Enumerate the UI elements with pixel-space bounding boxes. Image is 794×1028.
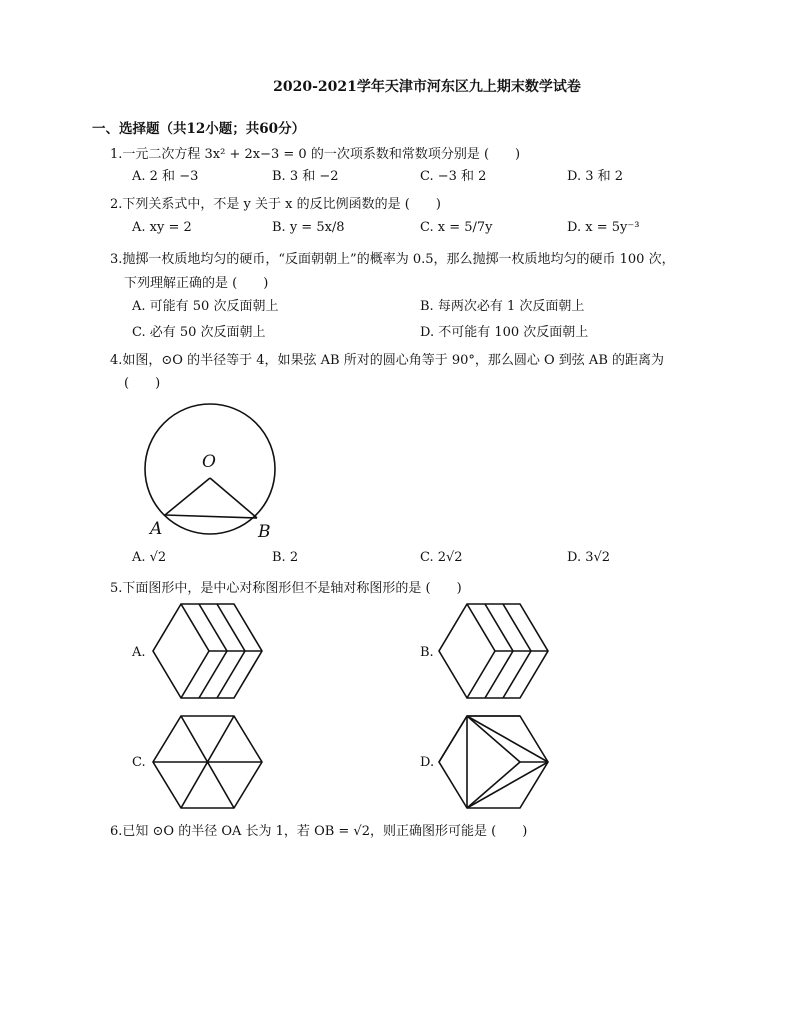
question-3: [110, 248, 675, 267]
question-3-text-line1: 抛掷一枚质地均匀的硬币，“反面朝朝上”的概率为 0.5，那么抛掷一枚质地均匀的硬币 100 次，: [122, 252, 675, 267]
q2-option-b[interactable]: B. y = 5x/8: [272, 220, 345, 235]
q3-option-b[interactable]: B. 每两次必有 1 次反面朝上: [420, 299, 585, 314]
question-4: [110, 349, 664, 368]
q3-option-a[interactable]: A. 可能有 50 次反面朝上: [132, 299, 279, 314]
question-4-text-line2: ( ): [124, 376, 161, 391]
question-5-number: 5.: [110, 581, 123, 596]
q1-option-c[interactable]: C. −3 和 2: [420, 169, 487, 184]
q5-option-c-label[interactable]: C.: [132, 755, 146, 770]
q1-option-b[interactable]: B. 3 和 −2: [272, 169, 339, 184]
question-1: [110, 143, 520, 162]
q1-option-a[interactable]: A. 2 和 −3: [132, 169, 199, 184]
q4-option-d[interactable]: D. 3√2: [567, 550, 611, 565]
question-5: [110, 577, 462, 596]
radius-oa: [165, 478, 210, 515]
q1-option-d[interactable]: D. 3 和 2: [567, 169, 624, 184]
question-4-text-line1: 如图，⊙O 的半径等于 4，如果弦 AB 所对的圆心角等于 90°，那么圆心 O 到弦 AB 的距离为: [122, 353, 665, 368]
q2-option-a[interactable]: A. xy = 2: [132, 220, 192, 235]
q5-option-d-label[interactable]: D.: [420, 755, 435, 770]
q4-option-a[interactable]: A. √2: [132, 550, 167, 565]
question-5-text: 下面图形中，是中心对称图形但不是轴对称图形的是 ( ): [122, 581, 462, 596]
q4-option-c[interactable]: C. 2√2: [420, 550, 463, 565]
radius-ob: [210, 478, 257, 518]
chord-ab: [165, 515, 257, 518]
page-title: 2020-2021学年天津市河东区九上期末数学试卷: [273, 79, 581, 95]
question-6: [110, 820, 527, 839]
question-2-text: 下列关系式中，不是 y 关于 x 的反比例函数的是 ( ): [122, 197, 441, 212]
q3-option-d[interactable]: D. 不可能有 100 次反面朝上: [420, 325, 589, 340]
section-heading: 一、选择题（共12小题；共60分）: [92, 121, 306, 137]
q2-option-d[interactable]: D. x = 5y⁻³: [567, 220, 640, 235]
question-6-text: 已知 ⊙O 的半径 OA 长为 1，若 OB = √2，则正确图形可能是 ( ): [122, 824, 528, 839]
label-a: A: [150, 519, 163, 539]
question-1-number: 1.: [110, 147, 123, 162]
q4-option-b[interactable]: B. 2: [272, 550, 299, 565]
q3-option-c[interactable]: C. 必有 50 次反面朝上: [132, 325, 266, 340]
question-3-text-line2: 下列理解正确的是 ( ): [124, 276, 269, 291]
question-1-text: 一元二次方程 3x² + 2x−3 = 0 的一次项系数和常数项分别是 ( ): [122, 147, 521, 162]
q2-option-c[interactable]: C. x = 5/7y: [420, 220, 493, 235]
question-3-number: 3.: [110, 252, 123, 267]
question-2-number: 2.: [110, 197, 123, 212]
question-4-number: 4.: [110, 353, 123, 368]
q5-option-b-label[interactable]: B.: [420, 645, 434, 660]
label-b: B: [258, 522, 271, 542]
question-6-number: 6.: [110, 824, 123, 839]
label-o: O: [202, 452, 216, 472]
question-2: [110, 193, 441, 212]
q5-option-a-label[interactable]: A.: [132, 645, 146, 660]
